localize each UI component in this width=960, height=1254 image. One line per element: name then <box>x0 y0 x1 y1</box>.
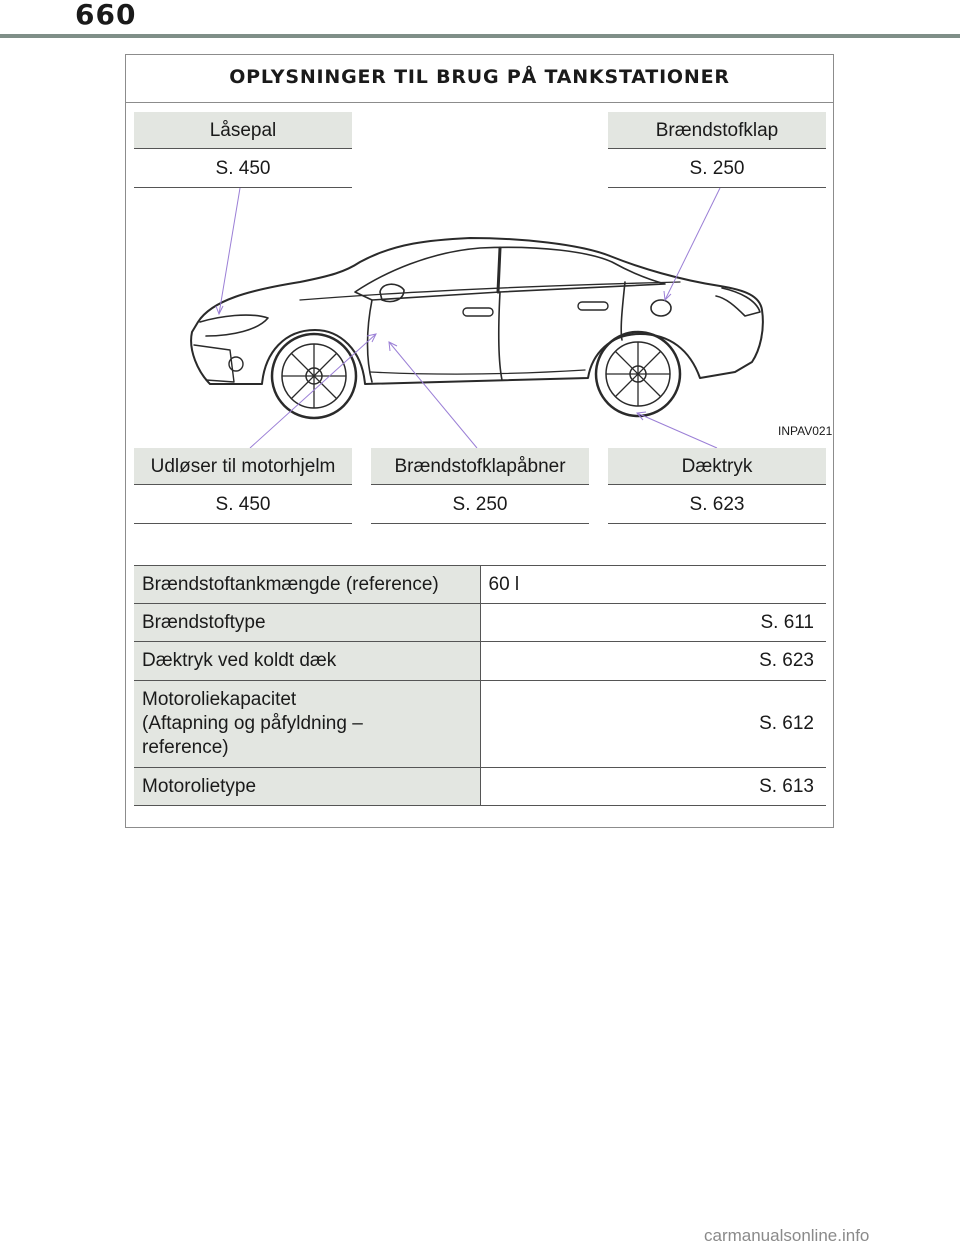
leader-lock-latch <box>219 188 240 314</box>
figure-code: INPAV021 <box>778 424 833 438</box>
label-fuel-door-opener: Brændstofklapåbner <box>371 448 589 485</box>
label-tire-pressure: Dæktryk <box>608 448 826 485</box>
spec-key <box>134 681 480 768</box>
spec-value[interactable]: S. 611 <box>480 604 826 642</box>
spec-value[interactable]: S. 623 <box>480 642 826 681</box>
spec-key: Brændstoftype <box>134 604 480 642</box>
leader-tire-pressure <box>637 413 717 448</box>
table-row <box>134 642 826 681</box>
page-ref-fuel-door-opener[interactable]: S. 250 <box>371 486 589 524</box>
rear-wheel <box>596 332 680 416</box>
spec-value: 60 l <box>480 566 826 604</box>
table-row <box>134 566 826 604</box>
spec-key-line: reference) <box>142 737 229 758</box>
leader-hood-release <box>250 334 376 448</box>
page-ref-lock-latch[interactable]: S. 450 <box>134 150 352 188</box>
table-row <box>134 681 826 768</box>
spec-key: Motorolietype <box>134 768 480 806</box>
spec-key-line: (Aftapning og påfyldning – <box>142 713 363 734</box>
table-row <box>134 768 826 806</box>
front-wheel <box>272 334 356 418</box>
spec-value[interactable]: S. 613 <box>480 768 826 806</box>
page-ref-hood-release[interactable]: S. 450 <box>134 486 352 524</box>
spec-key: Dæktryk ved koldt dæk <box>134 642 480 681</box>
page-ref-fuel-door[interactable]: S. 250 <box>608 150 826 188</box>
leader-fuel-door <box>665 188 720 300</box>
leader-fuel-opener <box>389 342 477 448</box>
spec-key-line: Motoroliekapacitet <box>142 689 297 710</box>
page-number: 660 <box>75 0 137 31</box>
spec-key: Brændstoftankmængde (reference) <box>134 566 480 604</box>
watermark: carmanualsonline.info <box>704 1226 870 1245</box>
label-lock-latch: Låsepal <box>134 112 352 149</box>
label-fuel-door: Brændstofklap <box>608 112 826 149</box>
table-row <box>134 604 826 642</box>
label-hood-release: Udløser til motorhjelm <box>134 448 352 485</box>
spec-table <box>134 565 826 806</box>
car-window-outline <box>355 247 665 300</box>
fuel-door-shape <box>651 300 671 316</box>
spec-value[interactable]: S. 612 <box>480 681 826 768</box>
page-title: OPLYSNINGER TIL BRUG PÅ TANKSTATIONER <box>126 55 833 103</box>
page-ref-tire-pressure[interactable]: S. 623 <box>608 486 826 524</box>
